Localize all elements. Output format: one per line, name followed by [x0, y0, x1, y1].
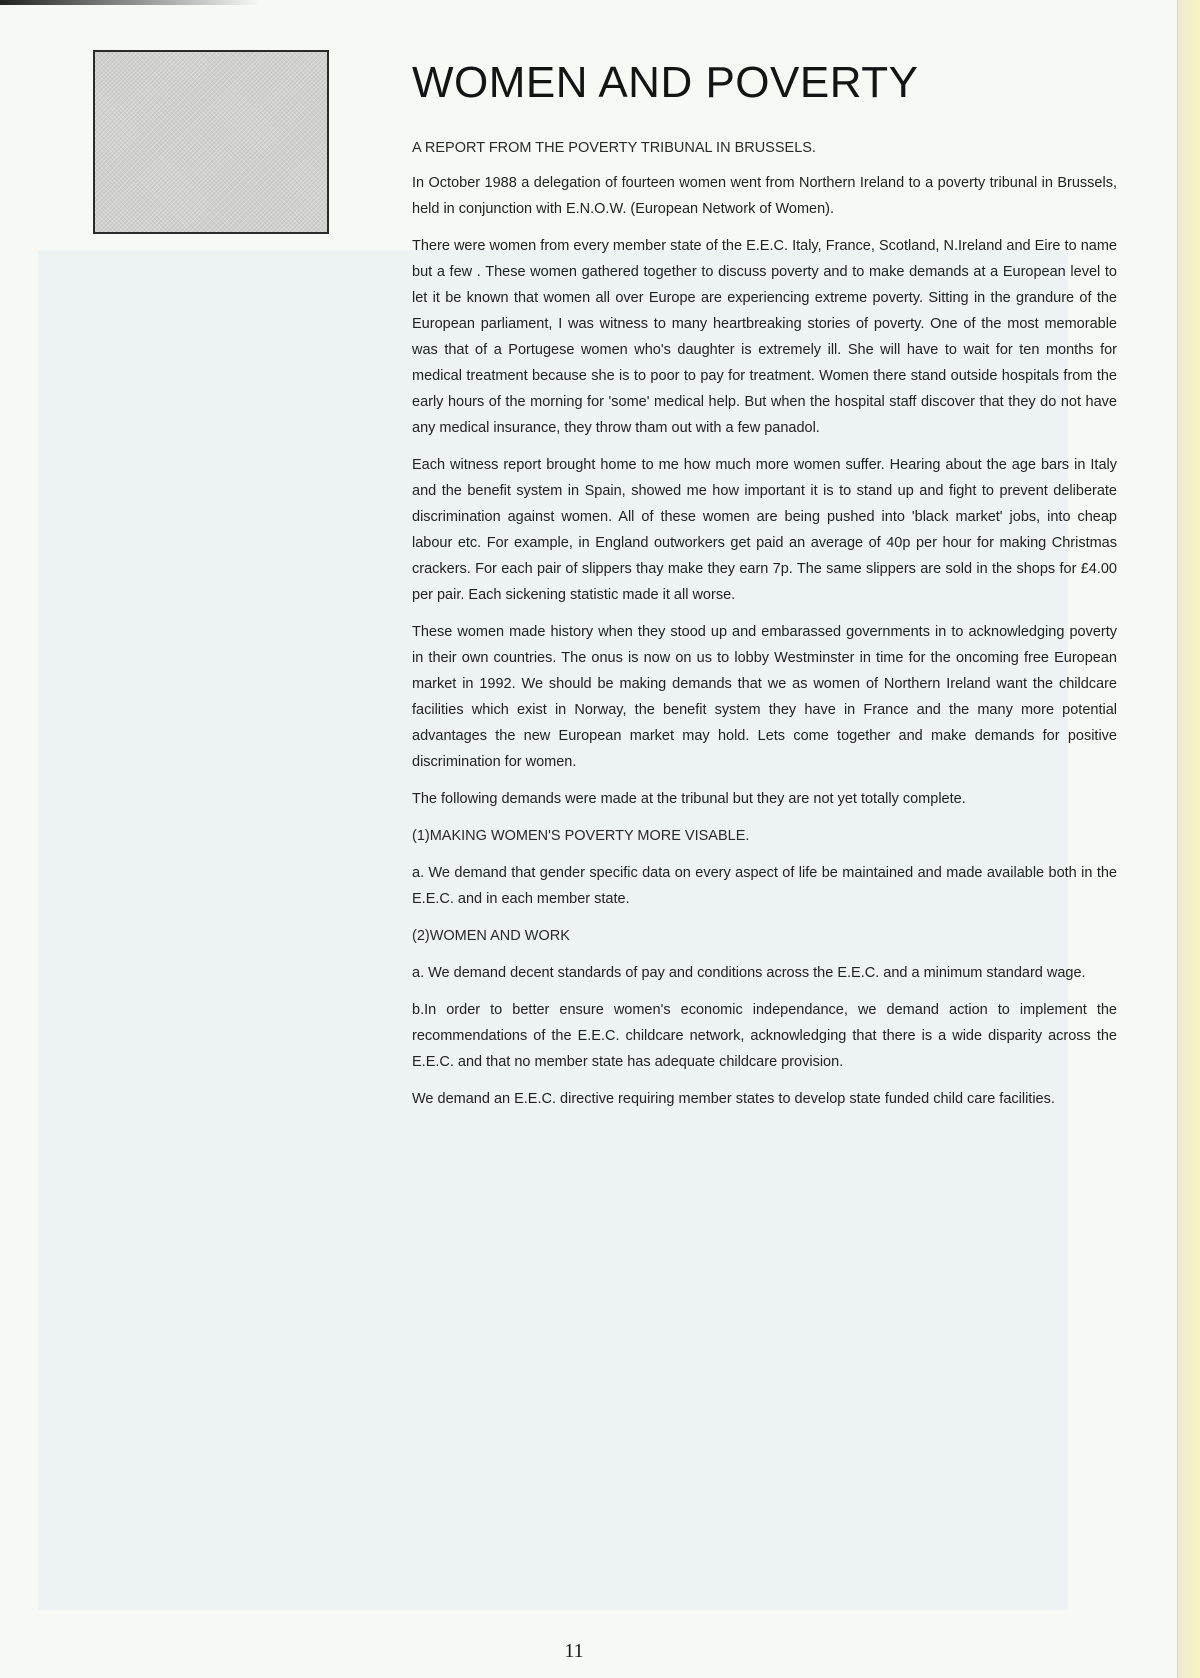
paragraph-intro: In October 1988 a delegation of fourteen women went from Northern Ireland to a poverty tribunal in Brussels, held in conjunction with E.N.O.W. (European Network of Women).: [412, 175, 1117, 217]
paragraph-tribunal: There were women from every member state of the E.E.C. Italy, France, Scotland, N.Ireland and Eire to name but a few . These women gathered together to discuss poverty and to make demands at a European level to let it be known that women all over Europe are experiencing extreme poverty. Sitting in the grandure of the European parliament, I was witness to many heartbreaking stories of poverty. One of the most memorable was that of a Portugese women who's daughter is extremely ill. She will have to wait for ten months for medical treatment because she is to poor to pay for treatment. Women there stand outside hospitals from the early hours of the morning for 'some' medical help. But when the hospital staff discover that they do not have any medical insurance, they throw tham out with a few panadol.: [412, 238, 1117, 436]
demand-item: a. We demand decent standards of pay and conditions across the E.E.C. and a minimum standard wage.: [412, 965, 1086, 981]
paragraph-demands-intro: The following demands were made at the tribunal but they are not yet totally complete.: [412, 791, 966, 807]
paragraph-witness: Each witness report brought home to me how much more women suffer. Hearing about the age bars in Italy and the benefit system in Spain, showed me how important it is to stand up and fight to prevent deliberate discrimination against women. All of these women are being pushed into 'black market' jobs, into cheap labour etc. For example, in England outworkers get paid an average of 40p per hour for making Christmas crackers. For each pair of slippers thay make they earn 7p. The same slippers are sold in the shops for £4.00 per pair. Each sickening statistic made it all worse.: [412, 457, 1117, 603]
page-right-edge: [1177, 0, 1200, 1678]
section-heading-work: (2)WOMEN AND WORK: [412, 928, 570, 944]
article: [412, 58, 1117, 1123]
demand-item: b.In order to better ensure women's economic independance, we demand action to implement the recommendations of the E.E.C. childcare network, acknowledging that there is a wide disparity across the E.E.C. and that no member state has adequate childcare provision.: [412, 1002, 1117, 1070]
photo-placeholder: [93, 50, 329, 234]
paragraph-history: These women made history when they stood up and embarassed governments in to acknowledging poverty in their own countries. The onus is now on us to lobby Westminster in time for the oncoming free European market in 1992. We should be making demands that we as women of Northern Ireland want the childcare facilities which exist in Norway, the benefit system they have in France and the many more potential advantages the new European market may hold. Lets come together and make demands for positive discrimination for women.: [412, 624, 1117, 770]
demand-item: a. We demand that gender specific data on every aspect of life be maintained and made available both in the E.E.C. and in each member state.: [412, 865, 1117, 907]
page-number: 11: [564, 1640, 584, 1662]
article-subtitle: A REPORT FROM THE POVERTY TRIBUNAL IN BRUSSELS.: [412, 140, 816, 156]
section-heading-visibility: (1)MAKING WOMEN'S POVERTY MORE VISABLE.: [412, 828, 750, 844]
page-top-shadow: [0, 0, 260, 5]
demand-item: We demand an E.E.C. directive requiring member states to develop state funded child care facilities.: [412, 1091, 1055, 1107]
article-title: WOMEN AND POVERTY: [412, 58, 919, 107]
